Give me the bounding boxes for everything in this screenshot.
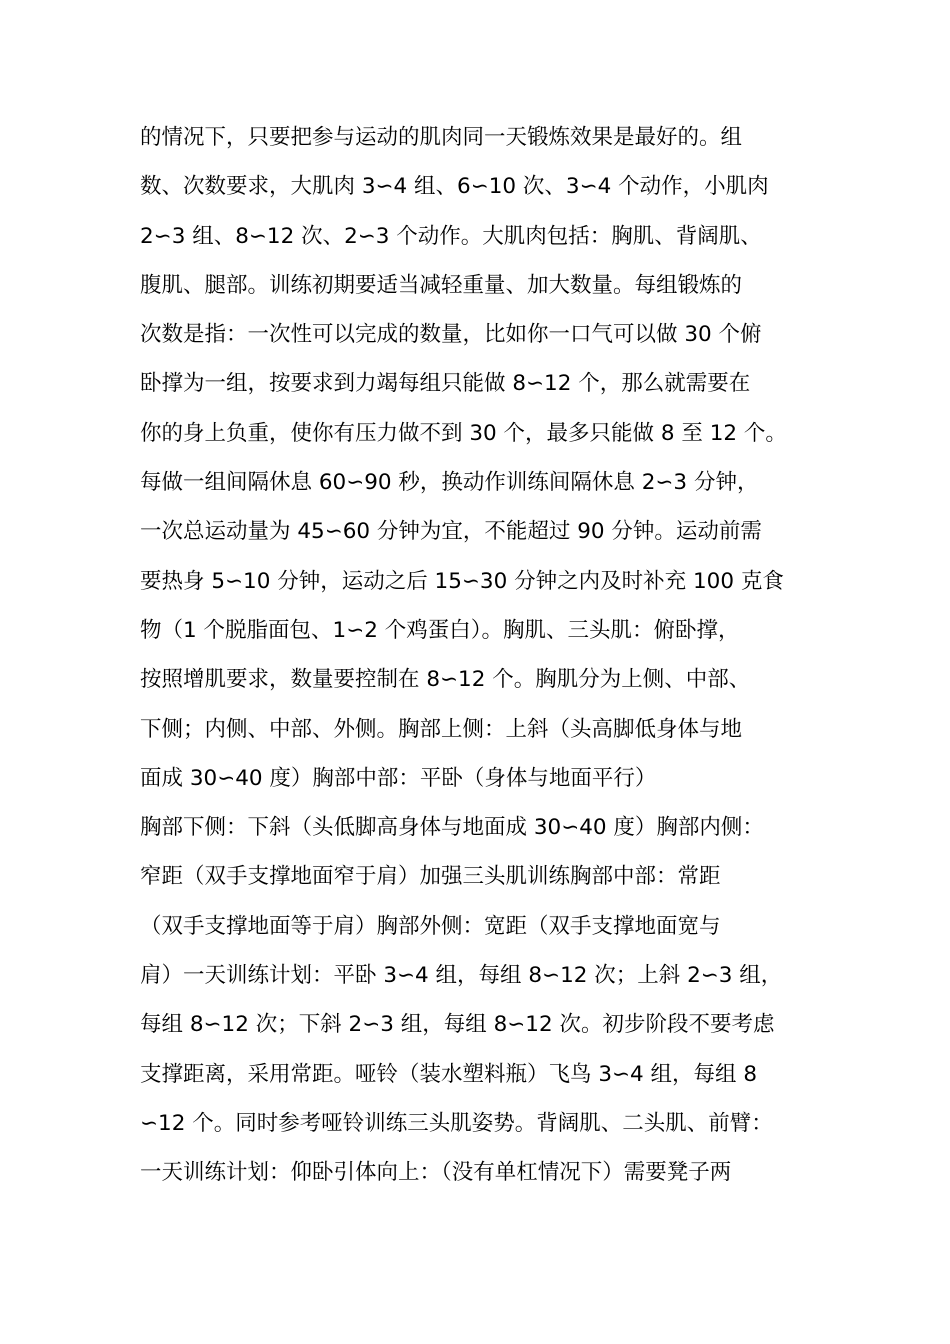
text-line: 每组 8∽12 次；下斜 2∽3 组，每组 8∽12 次。初步阶段不要考虑 [140, 1012, 775, 1038]
text-line: 一天训练计划：仰卧引体向上：（没有单杠情况下）需要凳子两 [140, 1160, 732, 1186]
text-line: 胸部下侧：下斜（头低脚高身体与地面成 30∽40 度）胸部内侧： [140, 815, 764, 841]
text-line: 腹肌、腿部。训练初期要适当减轻重量、加大数量。每组锻炼的 [140, 272, 743, 298]
text-line: 2∽3 组、8∽12 次、2∽3 个动作。大肌肉包括：胸肌、背阔肌、 [140, 223, 762, 249]
text-line: 按照增肌要求，数量要控制在 8∽12 个。胸肌分为上侧、中部、 [140, 667, 751, 693]
text-line: 物（1 个脱脂面包、1∽2 个鸡蛋白）。胸肌、三头肌：俯卧撑， [140, 617, 740, 643]
text-line: 次数是指：一次性可以完成的数量，比如你一口气可以做 30 个俯 [140, 322, 762, 348]
body-text [140, 113, 840, 1198]
text-line: 的情况下，只要把参与运动的肌肉同一天锻炼效果是最好的。组 [140, 125, 743, 150]
text-line: 肩）一天训练计划：平卧 3∽4 组，每组 8∽12 次；上斜 2∽3 组， [140, 963, 783, 989]
text-line: 支撑距离，采用常距。哑铃（装水塑料瓶）飞鸟 3∽4 组，每组 8 [140, 1061, 758, 1087]
text-line: 下侧；内侧、中部、外侧。胸部上侧：上斜（头高脚低身体与地 [140, 716, 743, 742]
text-line: 每做一组间隔休息 60∽90 秒，换动作训练间隔休息 2∽3 分钟， [140, 470, 759, 496]
text-line: 数、次数要求，大肌肉 3∽4 组、6∽10 次、3∽4 个动作，小肌肉 [140, 174, 769, 200]
text-line: （双手支撑地面等于肩）胸部外侧：宽距（双手支撑地面宽与 [140, 913, 721, 939]
text-line: 面成 30∽40 度）胸部中部：平卧（身体与地面平行） [140, 765, 657, 791]
text-line: 你的身上负重，使你有压力做不到 30 个，最多只能做 8 至 12 个。 [140, 420, 787, 446]
text-line: 窄距（双手支撑地面窄于肩）加强三头肌训练胸部中部：常距 [140, 864, 721, 890]
text-line: 要热身 5∽10 分钟，运动之后 15∽30 分钟之内及时补充 100 克食 [140, 568, 784, 594]
text-line: 一次总运动量为 45∽60 分钟为宜，不能超过 90 分钟。运动前需 [140, 519, 762, 545]
text-line: ∽12 个。同时参考哑铃训练三头肌姿势。背阔肌、二头肌、前臂： [140, 1110, 773, 1136]
text-line: 卧撑为一组，按要求到力竭每组只能做 8∽12 个，那么就需要在 [140, 371, 751, 397]
